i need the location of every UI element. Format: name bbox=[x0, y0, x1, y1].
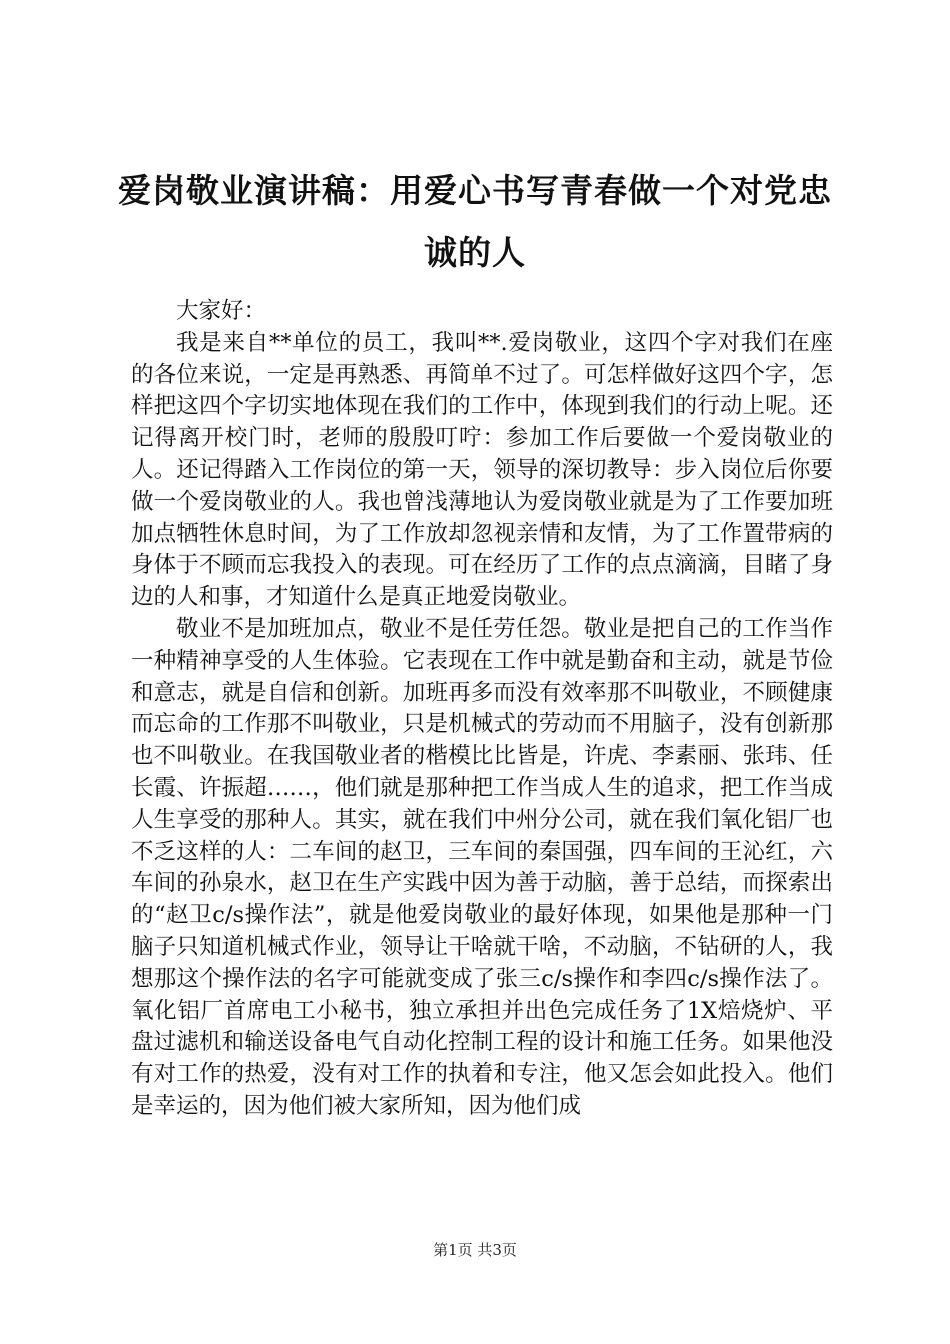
document-title: 爱岗敬业演讲稿：用爱心书写青春做一个对党忠诚的人 bbox=[118, 171, 832, 272]
paragraph-intro: 我是来自**单位的员工，我叫**.爱岗敬业，这四个字对我们在座的各位来说，一定是再熟悉、再简单不过了。可怎样做好这四个字，怎样把这四个字切实地体现在我们的工作中，体现到我们的行动上呢。还记得离开校门时，老师的殷殷叮咛：参加工作后要做一个爱岗敬业的人。还记得踏入工作岗位的第一天，领导的深切教导：步入岗位后你要做一个爱岗敬业的人。我也曾浅薄地认为爱岗敬业就是为了工作要加班加点牺牲休息时间，为了工作放却忽视亲情和友情，为了工作置带病的身体于不顾而忘我投入的表现。可在经历了工作的点点滴滴，目睹了身边的人和事，才知道什么是真正地爱岗敬业。 bbox=[131, 329, 833, 611]
paragraph-greeting: 大家好： bbox=[176, 298, 267, 324]
document-body bbox=[131, 296, 833, 1123]
paragraph-dedication: 敬业不是加班加点，敬业不是任劳任怨。敬业是把自己的工作当作一种精神享受的人生体验。它表现在工作中就是勤奋和主动，就是节俭和意志，就是自信和创新。加班再多而没有效率那不叫敬业，不顾健康而忘命的工作那不叫敬业，只是机械式的劳动而不用脑子，没有创新那也不叫敬业。在我国敬业者的楷模比比皆是，许虎、李素丽、张玮、任长霞、许振超……，他们就是那种把工作当成人生的追求，把工作当成人生享受的那种人。其实，就在我们中州分公司，就在我们氧化铝厂也不乏这样的人：二车间的赵卫，三车间的秦国强，四车间的王沁红，六车间的孙泉水，赵卫在生产实践中因为善于动脑，善于总结，而探索出的“赵卫c/s操作法”，就是他爱岗敬业的最好体现，如果他是那种一门脑子只知道机械式作业，领导让干啥就干啥，不动脑，不钻研的人，我想那这个操作法的名字可能就变成了张三c/s操作和李四c/s操作法了。氧化铝厂首席电工小秘书，独立承担并出色完成任务了1X焙烧炉、平盘过滤机和输送设备电气自动化控制工程的设计和施工任务。如果他没有对工作的热爱，没有对工作的执着和专注，他又怎会如此投入。他们是幸运的，因为他们被大家所知，因为他们成 bbox=[131, 615, 833, 1119]
page-footer: 第1页 共3页 bbox=[433, 1241, 517, 1259]
